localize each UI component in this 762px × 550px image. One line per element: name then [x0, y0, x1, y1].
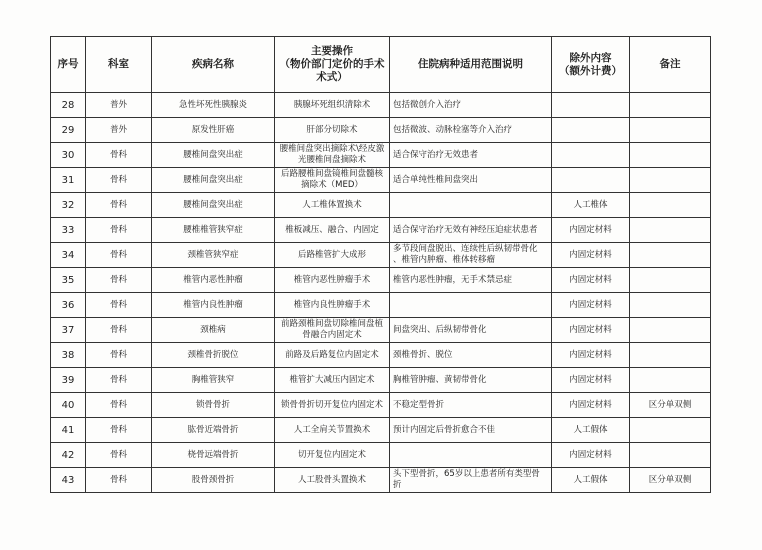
table-row: [51, 168, 711, 193]
table-row: [51, 468, 711, 493]
cell-dept: 骨科: [86, 293, 152, 318]
cell-dept: 骨科: [86, 168, 152, 193]
cell-scope-line: 不稳定型骨折: [393, 399, 445, 410]
cell-exclusion: 内固定材料: [552, 443, 630, 468]
cell-seq: 28: [51, 93, 86, 118]
cell-operation-line: 人工全肩关节置换术: [293, 424, 371, 435]
cell-disease: 腰椎间盘突出症: [152, 193, 275, 218]
cell-disease: 颈椎骨折脱位: [152, 343, 275, 368]
cell-scope-line: 椎管内恶性肿瘤，无手术禁忌症: [393, 274, 513, 285]
cell-scope-line: 折: [393, 480, 402, 490]
cell-operation-line: 光腰椎间盘摘除术: [297, 155, 366, 165]
table-row: [51, 93, 711, 118]
cell-disease: 急性坏死性胰腺炎: [152, 93, 275, 118]
cell-operation: [275, 268, 390, 293]
cell-seq: 30: [51, 143, 86, 168]
cell-operation-line: 肝部分切除术: [306, 124, 358, 135]
header-scope: 住院病种适用范围说明: [390, 37, 552, 93]
cell-operation-line: 胰腺坏死组织清除术: [293, 99, 371, 110]
header-exclusion-line1: 除外内容: [569, 51, 612, 64]
cell-operation-line: 后路椎管扩大成形: [297, 249, 366, 260]
cell-operation: [275, 193, 390, 218]
cell-scope: [390, 168, 552, 193]
cell-operation: [275, 468, 390, 493]
cell-operation-line: 人工椎体置换术: [302, 199, 362, 210]
cell-disease: 椎管内良性肿瘤: [152, 293, 275, 318]
cell-scope-line: 、椎管内肿瘤、椎体转移瘤: [393, 255, 496, 265]
cell-operation: [275, 418, 390, 443]
table-row: [51, 443, 711, 468]
cell-scope: [390, 343, 552, 368]
cell-scope: [390, 243, 552, 268]
cell-operation-line: 切开复位内固定术: [297, 449, 366, 460]
cell-operation: [275, 293, 390, 318]
cell-operation-line: 椎管扩大减压内固定术: [289, 374, 375, 385]
cell-scope: [390, 268, 552, 293]
cell-exclusion: [552, 143, 630, 168]
cell-remarks: 区分单双侧: [630, 393, 711, 418]
header-dept: 科室: [86, 37, 152, 93]
cell-operation: [275, 318, 390, 343]
table-body: [51, 93, 711, 493]
cell-remarks: [630, 418, 711, 443]
cell-disease: 肱骨近端骨折: [152, 418, 275, 443]
cell-remarks: [630, 93, 711, 118]
cell-exclusion: 内固定材料: [552, 368, 630, 393]
table-row: [51, 143, 711, 168]
cell-remarks: [630, 293, 711, 318]
cell-disease: 桡骨远端骨折: [152, 443, 275, 468]
cell-remarks: [630, 268, 711, 293]
cell-scope: [390, 293, 552, 318]
cell-scope: [390, 218, 552, 243]
cell-operation: [275, 168, 390, 193]
cell-seq: 39: [51, 368, 86, 393]
cell-exclusion: 内固定材料: [552, 218, 630, 243]
cell-dept: 骨科: [86, 193, 152, 218]
cell-remarks: [630, 368, 711, 393]
cell-seq: 43: [51, 468, 86, 493]
cell-seq: 34: [51, 243, 86, 268]
cell-scope: [390, 193, 552, 218]
cell-disease: 腰椎间盘突出症: [152, 168, 275, 193]
cell-dept: 骨科: [86, 468, 152, 493]
cell-scope-line: 多节段间盘脱出、连续性后纵韧带骨化: [393, 244, 538, 254]
cell-operation: [275, 368, 390, 393]
cell-seq: 33: [51, 218, 86, 243]
cell-remarks: [630, 218, 711, 243]
cell-operation-line: 前路颈椎间盘切除椎间盘植: [280, 319, 383, 329]
cell-disease: 锁骨骨折: [152, 393, 275, 418]
cell-scope-line: 间盘突出、后纵韧带骨化: [393, 324, 487, 335]
cell-remarks: [630, 193, 711, 218]
cell-exclusion: [552, 93, 630, 118]
cell-dept: 骨科: [86, 418, 152, 443]
cell-scope-line: 预计内固定后骨折愈合不佳: [393, 424, 496, 435]
table-row: [51, 218, 711, 243]
cell-operation-line: 椎管内良性肿瘤手术: [293, 299, 371, 310]
table-row: [51, 268, 711, 293]
cell-scope: [390, 468, 552, 493]
cell-disease: 颈椎管狭窄症: [152, 243, 275, 268]
cell-disease: 椎管内恶性肿瘤: [152, 268, 275, 293]
cell-seq: 35: [51, 268, 86, 293]
cell-dept: 骨科: [86, 318, 152, 343]
cell-scope: [390, 393, 552, 418]
cell-exclusion: 人工椎体: [552, 193, 630, 218]
cell-scope-line: 包括微创介入治疗: [393, 99, 462, 110]
table-header-row: [51, 37, 711, 93]
procedure-table: [50, 36, 711, 493]
table-row: [51, 343, 711, 368]
header-exclusion: [552, 37, 630, 93]
table-row: [51, 393, 711, 418]
cell-scope-line: 适合单纯性椎间盘突出: [393, 174, 479, 185]
cell-dept: 骨科: [86, 393, 152, 418]
cell-remarks: [630, 118, 711, 143]
cell-scope: [390, 143, 552, 168]
cell-disease: 腰椎间盘突出症: [152, 143, 275, 168]
cell-operation-line: 腰椎间盘突出摘除术\经皮激: [279, 144, 385, 154]
cell-scope: [390, 368, 552, 393]
cell-dept: 骨科: [86, 343, 152, 368]
cell-exclusion: 内固定材料: [552, 268, 630, 293]
cell-disease: 原发性肝癌: [152, 118, 275, 143]
table-row: [51, 293, 711, 318]
cell-disease: 股骨颈骨折: [152, 468, 275, 493]
cell-operation: [275, 118, 390, 143]
cell-operation-line: 人工股骨头置换术: [297, 474, 366, 485]
cell-operation: [275, 393, 390, 418]
cell-remarks: 区分单双侧: [630, 468, 711, 493]
cell-operation-line: 椎板减压、融合、内固定: [285, 224, 379, 235]
cell-scope: [390, 443, 552, 468]
cell-operation-line: 后路腰椎间盘镜椎间盘髓核: [280, 169, 383, 179]
table-row: [51, 368, 711, 393]
cell-seq: 42: [51, 443, 86, 468]
cell-exclusion: 人工假体: [552, 418, 630, 443]
cell-scope-line: 适合保守治疗无效患者: [393, 149, 479, 160]
cell-dept: 骨科: [86, 218, 152, 243]
header-operation: [275, 37, 390, 93]
cell-exclusion: 内固定材料: [552, 243, 630, 268]
cell-scope: [390, 93, 552, 118]
cell-operation: [275, 93, 390, 118]
cell-seq: 31: [51, 168, 86, 193]
cell-operation-line: 前路及后路复位内固定术: [285, 349, 379, 360]
cell-scope-line: 胸椎管肿瘤、黄韧带骨化: [393, 374, 487, 385]
cell-dept: 普外: [86, 93, 152, 118]
table-row: [51, 418, 711, 443]
header-operation-line2: （物价部门定价的手术: [279, 58, 385, 70]
table-row: [51, 243, 711, 268]
cell-operation-line: 骨融合内固定术: [302, 330, 362, 340]
cell-scope: [390, 318, 552, 343]
header-exclusion-line2: （额外计费）: [559, 64, 622, 77]
cell-exclusion: 内固定材料: [552, 293, 630, 318]
cell-operation: [275, 143, 390, 168]
header-seq: 序号: [51, 37, 86, 93]
cell-operation-line: 锁骨骨折切开复位内固定术: [280, 399, 383, 410]
header-remarks: 备注: [630, 37, 711, 93]
cell-seq: 32: [51, 193, 86, 218]
cell-exclusion: 内固定材料: [552, 343, 630, 368]
cell-seq: 40: [51, 393, 86, 418]
cell-exclusion: 内固定材料: [552, 318, 630, 343]
cell-exclusion: [552, 118, 630, 143]
cell-dept: 骨科: [86, 368, 152, 393]
cell-scope: [390, 418, 552, 443]
cell-operation-line: 椎管内恶性肿瘤手术: [293, 274, 371, 285]
cell-disease: 颈椎病: [152, 318, 275, 343]
cell-remarks: [630, 318, 711, 343]
cell-seq: 36: [51, 293, 86, 318]
cell-scope-line: 适合保守治疗无效有神经压迫症状患者: [393, 224, 538, 235]
table-row: [51, 118, 711, 143]
cell-seq: 38: [51, 343, 86, 368]
cell-dept: 骨科: [86, 443, 152, 468]
cell-scope-line: 头下型骨折，65岁以上患者所有类型骨: [393, 469, 540, 479]
cell-exclusion: 人工假体: [552, 468, 630, 493]
cell-dept: 骨科: [86, 243, 152, 268]
cell-disease: 腰椎椎管狭窄症: [152, 218, 275, 243]
cell-dept: 骨科: [86, 268, 152, 293]
cell-seq: 37: [51, 318, 86, 343]
cell-operation: [275, 443, 390, 468]
cell-operation: [275, 218, 390, 243]
cell-seq: 41: [51, 418, 86, 443]
table-row: [51, 318, 711, 343]
cell-remarks: [630, 443, 711, 468]
cell-seq: 29: [51, 118, 86, 143]
cell-operation-line: 摘除术（MED）: [301, 180, 363, 190]
cell-scope: [390, 118, 552, 143]
cell-exclusion: 内固定材料: [552, 393, 630, 418]
cell-remarks: [630, 343, 711, 368]
header-operation-line1: 主要操作: [311, 45, 353, 57]
cell-dept: 骨科: [86, 143, 152, 168]
cell-remarks: [630, 243, 711, 268]
cell-scope-line: 包括微波、动脉栓塞等介入治疗: [393, 124, 513, 135]
cell-dept: 普外: [86, 118, 152, 143]
header-operation-line3: 术式）: [316, 71, 348, 83]
cell-operation: [275, 243, 390, 268]
cell-exclusion: [552, 168, 630, 193]
header-disease: 疾病名称: [152, 37, 275, 93]
cell-disease: 胸椎管狭窄: [152, 368, 275, 393]
cell-scope-line: 颈椎骨折、脱位: [393, 349, 453, 360]
cell-remarks: [630, 168, 711, 193]
table-row: [51, 193, 711, 218]
cell-remarks: [630, 143, 711, 168]
cell-operation: [275, 343, 390, 368]
